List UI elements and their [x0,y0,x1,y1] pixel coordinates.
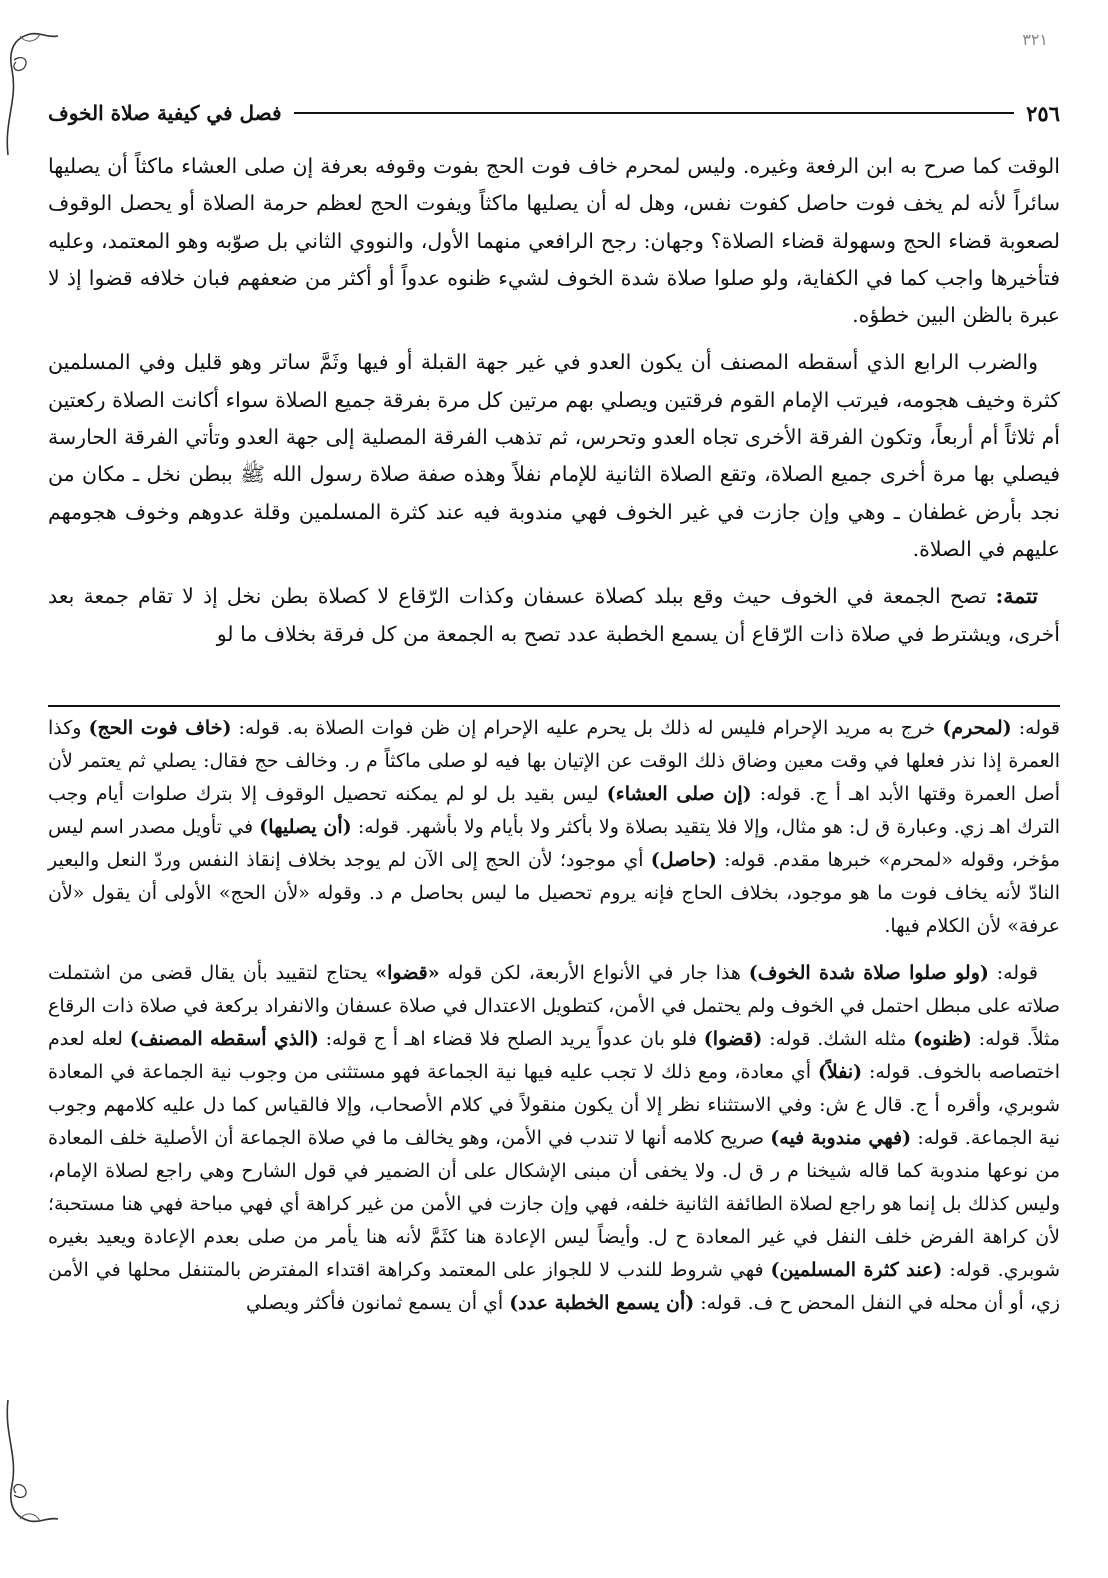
tatimma-text: تصح الجمعة في الخوف حيث وقع ببلد كصلاة عسفان وكذات الرّقاع لا كصلاة بطن نخل إذ لا تقام جمعة بعد أخرى، ويشترط في صلاة ذات الرّقاع أن يسمع الخطبة عدد تصح به الجمعة من كل فرقة بخلاف ما لو [48,584,1060,646]
note-lemma: (قضوا) [703,1028,763,1050]
note-text: أي أن يسمع ثمانون فأكثر ويصلي [245,1292,504,1314]
note-text: لعله لعدم اختصاصه بالخوف. قوله: [48,1028,1060,1083]
note-text: قوله: [996,962,1038,984]
note-lemma: (ولو صلوا صلاة شدة الخوف) [748,962,989,984]
note-lemma: (أن يصليها) [259,816,352,838]
note-lemma: (خاف فوت الحج) [88,717,232,739]
ornament-bottom-left-icon [0,1395,60,1535]
commentary-paragraph [48,957,1060,1320]
commentary-paragraph [48,712,1060,943]
commentary [48,712,1060,1320]
main-text [48,148,1060,653]
note-text: ليس بقيد بل لو لم يمكنه تحصيل الوقوف إلا بترك صلوات أيام وجب الترك اهـ زي. وعبارة ق ل: هو مثال، وإلا فلا يتقيد بصلاة ولا بأكثر ولا بأيام ولا بأشهر. قوله: [48,783,1061,838]
page-number: ٢٥٦ [1026,100,1060,126]
running-header [48,96,1060,130]
top-mark: ٣٢١ [1022,30,1048,49]
note-lemma: (حاصل) [650,849,717,871]
note-text: فهي شروط للندب لا للجواز على المعتمد وكراهة اقتداء المفترض بالمتنفل محلها في الأمن زي، أو أن محله في النفل المحض ح ف. قوله: [48,1259,1060,1314]
note-text: صريح كلامه أنها لا تندب في الأمن، وهو يخالف ما في صلاة الجماعة أن الأصلية خلف المعادة من نوعها مندوبة كما قاله شيخنا م ر ق ل. ولا يخفى أن مبنى الإشكال على أن الضمير في قول الشارح وهي راجع لصلاة الإمام، وليس كذلك بل إنما هو راجع لصلاة الطائفة الثانية خلفه، فهي وإن جازت في الأمن من غير كراهة أي فهي مباحة فهي هنا مستحبة؛ لأن كراهة الفرض خلف النفل في غير المعادة ح ل. وأيضاً ليس الإعادة هنا كثَمَّ لأنه هنا يأمر من صلى بعدم الإعادة ويعيد بغيره شوبري. قوله: [48,1127,1060,1281]
main-paragraph: والضرب الرابع الذي أسقطه المصنف أن يكون العدو في غير جهة القبلة أو فيها وثَمَّ ساتر وهو قليل وفي المسلمين كثرة وخيف هجومه، فيرتب الإمام القوم فرقتين ويصلي بهم مرتين كل مرة بفرقة جميع الصلاة سواء أكانت الصلاة ركعتين أم ثلاثاً أم أربعاً، وتكون الفرقة الأخرى تجاه العدو وتحرس، ثم تذهب الفرقة المصلية إلى جهة العدو وتأتي الفرقة الحارسة فيصلي بها مرة أخرى جميع الصلاة، وتقع الصلاة الثانية للإمام نفلاً وهذه صفة صلاة رسول الله ﷺ ببطن نخل ـ مكان من نجد بأرض غطفان ـ وهي وإن جازت في غير الخوف فهي مندوبة فيه عند كثرة المسلمين وقلة عدوهم وخوف هجومهم عليهم في الصلاة. [48,350,1060,561]
note-lemma: «قضوا» [375,962,440,984]
header-rule [294,112,1015,114]
note-text: فلو بان عدواً يريد الصلح فلا قضاء اهـ أ ج قوله: [325,1028,697,1050]
note-lemma: (ظنوه) [913,1028,972,1050]
note-lemma: (نفلاً) [817,1061,863,1083]
chapter-title: فصل في كيفية صلاة الخوف [48,101,282,125]
note-text: مثله الشك. قوله: [769,1028,907,1050]
note-text: وكذا العمرة إذا نذر فعلها في وقت معين وضاق ذلك الوقت عن الإتيان بها فيه لو صلى ماكثاً م ر. وخالف حج فقال: يصلي ثم يعتمر لأن أصل العمرة وقتها الأبد اهـ أ ج. قوله: [48,717,1060,805]
tatimma-label: تتمة: [995,584,1038,609]
note-lemma: (عند كثرة المسلمين) [770,1259,943,1281]
footnote-divider [48,705,1060,707]
note-lemma: (أن يسمع الخطبة عدد) [509,1292,695,1314]
note-text: خرج به مريد الإحرام فليس له ذلك بل يحرم عليه الإحرام إن ظن فوات الصلاة به. قوله: [238,717,936,739]
note-lemma: (لمحرم) [942,717,1012,739]
note-lemma: (إن صلى العشاء) [606,783,752,805]
note-text: يحتاج لتقييد بأن يقال قضى من اشتملت صلاته على مبطل احتمل في الخوف ولم يحتمل في الأمن، كتطويل الاعتدال في صلاة عسفان والانفراد بركعة في صلاة ذات الرقاع مثلاً. قوله: [48,962,1061,1050]
note-text: قوله: [1018,717,1061,739]
note-text: في تأويل مصدر اسم ليس مؤخر، وقوله «لمحرم» خبرها مقدم. قوله: [48,816,1061,871]
note-text: أي معادة، ومع ذلك لا تجب عليه فيها نية الجماعة فهو مستثنى من وجوب نية الجماعة في المعادة شوبري، وأقره أ ج. قال ع ش: وفي الاستثناء نظر إلا أن يكون منقولاً في كلام الأصحاب، وإلا فالقياس كما دل عليه كلامهم وجوب نية الجماعة. قوله: [48,1061,1060,1149]
note-text: هذا جار في الأنواع الأربعة، لكن قوله [447,962,741,984]
note-text: أي موجود؛ لأن الحج إلى الآن لم يوجد بخلاف إنقاذ النفس وردّ النعل والبعير النادّ لأنه يخاف فوت ما هو موجود، بخلاف الحاج فإنه يروم تحصيل ما ليس بحاصل م د. وقوله «لأن الحج» الأولى أن يقول «لأن عرفة» لأن الكلام فيها. [48,849,1060,937]
note-lemma: (الذي أسقطه المصنف) [129,1028,319,1050]
main-paragraph: الوقت كما صرح به ابن الرفعة وغيره. وليس لمحرم خاف فوت الحج بفوت وقوفه بعرفة إن صلى العشاء ماكثاً أن يصليها سائراً لأنه لم يخف فوت حاصل كفوت نفس، وهل له أن يصليها ماكثاً ويفوت الحج لعظم حرمة الصلاة أو يحصل الوقوف لصعوبة قضاء الحج وسهولة قضاء الصلاة؟ وجهان: رجح الرافعي منهما الأول، والنووي الثاني بل صوّبه وهو المعتمد، وعليه فتأخيرها واجب كما في الكفاية، ولو صلوا صلاة شدة الخوف لشيء ظنوه عدواً أو أكثر من ضعفهم فبان خلافه قضوا إذ لا عبرة بالظن البين خطؤه. [48,154,1060,328]
ornament-top-left-icon [0,20,60,160]
note-lemma: (فهي مندوبة فيه) [770,1127,912,1149]
tatimma-paragraph [48,578,1060,653]
